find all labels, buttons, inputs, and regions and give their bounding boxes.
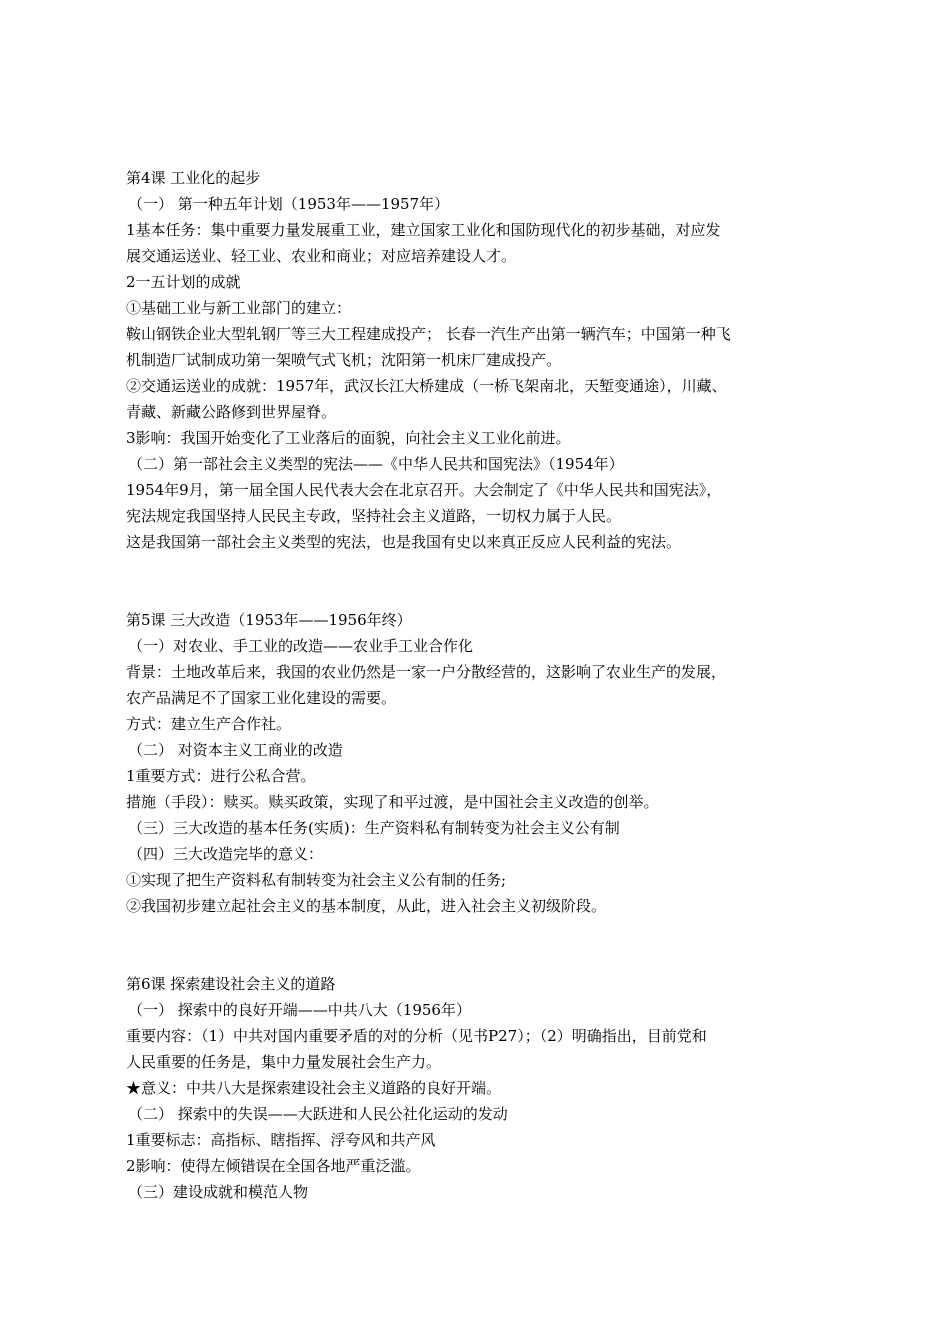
lesson-4 [126,165,828,555]
paragraph-line: 人民重要的任务是，集中力量发展社会生产力。 [126,1053,442,1071]
section-heading: （三）建设成就和模范人物 [128,1183,309,1201]
paragraph-line: 1重要标志：高指标、瞎指挥、浮夸风和共产风 [126,1131,436,1149]
paragraph-line: ②交通运送业的成就：1957年，武汉长江大桥建成（一桥飞架南北，天堑变通途），川藏、 [126,377,727,395]
section-heading: （二） 对资本主义工商业的改造 [128,741,343,759]
paragraph-line: ②我国初步建立起社会主义的基本制度，从此，进入社会主义初级阶段。 [126,897,607,915]
lesson-title: 第5课 三大改造（1953年——1956年终） [126,611,412,629]
section-spacer [126,555,828,607]
lesson-5 [126,607,828,919]
section-heading: （二） 探索中的失误——大跃进和人民公社化运动的发动 [128,1105,508,1123]
section-heading: （二）第一部社会主义类型的宪法——《中华人民共和国宪法》（1954年） [128,455,624,473]
paragraph-line: 2影响：使得左倾错误在全国各地严重泛滥。 [126,1157,421,1175]
paragraph-line: 鞍山钢铁企业大型轧钢厂等三大工程建成投产； 长春一汽生产出第一辆汽车；中国第一种飞 [126,325,731,343]
paragraph-line: ★意义：中共八大是探索建设社会主义道路的良好开端。 [126,1079,502,1097]
paragraph-line: 1基本任务：集中重要力量发展重工业，建立国家工业化和国防现代化的初步基础，对应发 [126,221,721,239]
section-heading: （四）三大改造完毕的意义： [128,845,324,863]
lesson-6 [126,971,828,1205]
paragraph-line: 1954年9月，第一届全国人民代表大会在北京召开。大会制定了《中华人民共和国宪法》， [126,481,722,499]
paragraph-line: 青藏、新藏公路修到世界屋脊。 [126,403,337,421]
document-body [126,165,828,1205]
lesson-title: 第6课 探索建设社会主义的道路 [126,975,336,993]
paragraph-line: 宪法规定我国坚持人民民主专政，坚持社会主义道路，一切权力属于人民。 [126,507,622,525]
paragraph-line: ①基础工业与新工业部门的建立： [126,299,352,317]
section-spacer [126,919,828,971]
lesson-title: 第4课 工业化的起步 [126,169,261,187]
section-heading: （一）对农业、手工业的改造——农业手工业合作化 [128,637,474,655]
paragraph-line: 1重要方式：进行公私合营。 [126,767,316,785]
paragraph-line: 重要内容：（1）中共对国内重要矛盾的对的分析（见书P27）；（2）明确指出，目前党和 [126,1027,707,1045]
paragraph-line: 机制造厂试制成功第一架喷气式飞机；沈阳第一机床厂建成投产。 [126,351,562,369]
paragraph-line: ①实现了把生产资料私有制转变为社会主义公有制的任务; [126,871,507,889]
paragraph-line: 措施（手段）：赎买。赎买政策，实现了和平过渡，是中国社会主义改造的创举。 [126,793,659,811]
section-heading: （三）三大改造的基本任务(实质)：生产资料私有制转变为社会主义公有制 [128,819,620,837]
section-heading: （一） 第一种五年计划（1953年——1957年） [128,195,450,213]
paragraph-line: 方式：建立生产合作社。 [126,715,292,733]
paragraph-line: 背景：土地改革后来，我国的农业仍然是一家一户分散经营的，这影响了农业生产的发展， [126,663,727,681]
paragraph-line: 3影响：我国开始变化了工业落后的面貌，向社会主义工业化前进。 [126,429,571,447]
section-heading: （一） 探索中的良好开端——中共八大（1956年） [128,1001,471,1019]
paragraph-line: 农产品满足不了国家工业化建设的需要。 [126,689,397,707]
paragraph-line: 2一五计划的成就 [126,273,241,291]
paragraph-line: 这是我国第一部社会主义类型的宪法，也是我国有史以来真正反应人民利益的宪法。 [126,533,682,551]
paragraph-line: 展交通运送业、轻工业、农业和商业；对应培养建设人才。 [126,247,517,265]
